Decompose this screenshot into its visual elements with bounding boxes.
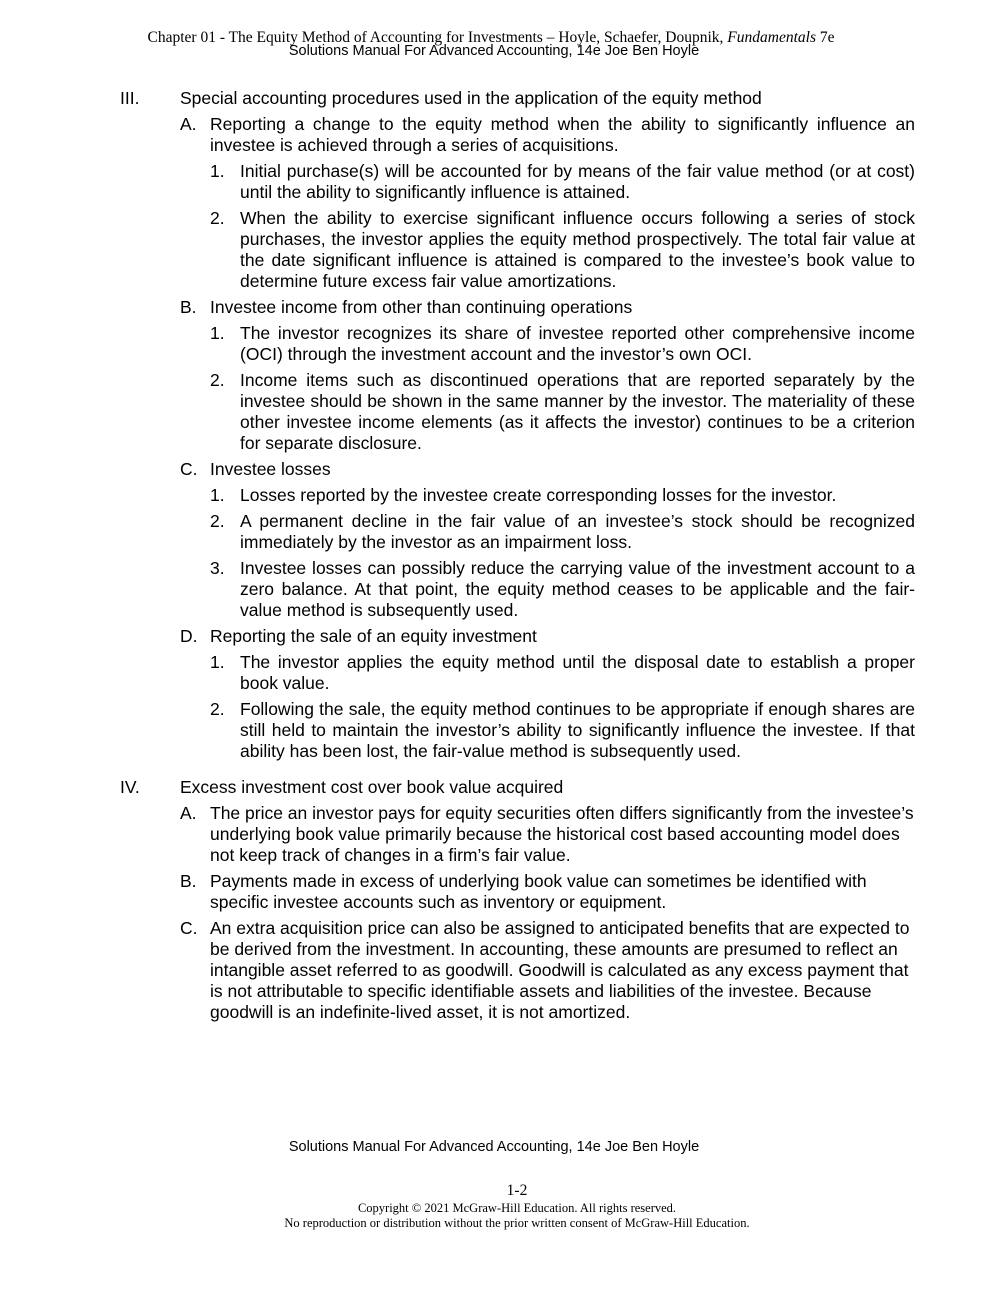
item-marker: 1. — [210, 485, 225, 505]
item-marker: 2. — [210, 699, 225, 719]
item-marker: 3. — [210, 558, 225, 578]
subsection-text: Reporting the sale of an equity investment — [210, 626, 537, 646]
list-item — [0, 652, 992, 694]
subsection-marker: C. — [180, 918, 198, 938]
list-item — [0, 511, 992, 553]
copyright-line: Copyright © 2021 McGraw-Hill Education. All rights reserved. — [357, 1201, 677, 1215]
item-text: Following the sale, the equity method continues to be appropriate if enough shares are still held to maintain the investor’s ability to significantly influence the investee. If that ability has been lost, the fair-value method is subsequently used. — [240, 699, 915, 761]
subsection-marker: A. — [180, 803, 197, 823]
subsection-text: The price an investor pays for equity securities often differs significantly from the investee’s underlying book value primarily because the historical cost based accounting model does not keep track of changes in a firm’s fair value. — [210, 803, 914, 865]
subsection-marker: C. — [180, 459, 198, 479]
subsection-marker: B. — [180, 297, 197, 317]
section-iv — [0, 777, 992, 798]
subsection-marker: B. — [180, 871, 197, 891]
section-marker: III. — [120, 88, 140, 108]
list-item — [0, 558, 992, 621]
item-text: Income items such as discontinued operations that are reported separately by the investee should be shown in the same manner by the investor. The materiality of these other investee income elements (as it affects the investor) continues to be a criterion for separate disclosure. — [240, 370, 915, 453]
subsection-text: Investee losses — [210, 459, 331, 479]
section-marker: IV. — [120, 777, 140, 797]
subsection-text: Reporting a change to the equity method when the ability to significantly influence an investee is achieved through a series of acquisitions. — [210, 114, 915, 155]
item-text: Losses reported by the investee create corresponding losses for the investor. — [240, 485, 837, 505]
item-marker: 2. — [210, 208, 225, 228]
item-marker: 1. — [210, 161, 225, 181]
chapter-title-text: Chapter 01 - The Equity Method of Accounting for Investments – Hoyle, Schaefer, Doupnik, — [147, 29, 728, 46]
item-text: Initial purchase(s) will be accounted for by means of the fair value method (or at cost) until the ability to significantly influence is attained. — [240, 161, 915, 202]
item-text: When the ability to exercise significant influence occurs following a series of stock purchases, the investor applies the equity method prospectively. The total fair value at the date significant influence is attained is compared to the investee’s book value to determine future excess fair value amortizations. — [240, 208, 915, 291]
list-item — [0, 161, 992, 203]
subsection-iii-d — [0, 626, 992, 647]
item-marker: 2. — [210, 511, 225, 531]
subsection-text: Investee income from other than continuing operations — [210, 297, 633, 317]
list-item — [0, 699, 992, 762]
chapter-edition: 7e — [815, 29, 835, 46]
distribution-notice: No reproduction or distribution without the prior written consent of McGraw-Hill Education. — [284, 1216, 750, 1230]
subsection-iv-a — [0, 803, 992, 866]
page-number: 1-2 — [506, 1182, 528, 1199]
subsection-marker: D. — [180, 626, 198, 646]
item-text: A permanent decline in the fair value of an investee’s stock should be recognized immediately by the investor as an impairment loss. — [240, 511, 915, 552]
footer-source: Solutions Manual For Advanced Accounting, 14e Joe Ben Hoyle — [288, 1139, 700, 1155]
subsection-iii-b — [0, 297, 992, 318]
section-title: Excess investment cost over book value acquired — [180, 777, 564, 797]
section-iii — [0, 88, 992, 109]
list-item — [0, 485, 992, 506]
item-text: The investor applies the equity method until the disposal date to establish a proper book value. — [240, 652, 915, 693]
subsection-iv-b — [0, 871, 992, 913]
subsection-text: An extra acquisition price can also be assigned to anticipated benefits that are expected to be derived from the investment. In accounting, these amounts are presumed to reflect an intangible asset referred to as goodwill. Goodwill is calculated as any excess payment that is not attributable to specific identifiable assets and liabilities of the investee. Because goodwill is an indefinite-lived asset, it is not amortized. — [210, 918, 910, 1022]
chapter-title-italic: Fundamentals — [727, 29, 816, 46]
item-text: The investor recognizes its share of investee reported other comprehensive income (OCI) through the investment account and the investor’s own OCI. — [240, 323, 915, 364]
source-header: Solutions Manual For Advanced Accounting, 14e Joe Ben Hoyle — [288, 43, 700, 59]
item-marker: 2. — [210, 370, 225, 390]
outline-body — [0, 88, 992, 1023]
list-item — [0, 208, 992, 292]
list-item — [0, 323, 992, 365]
subsection-iii-c — [0, 459, 992, 480]
list-item — [0, 370, 992, 454]
subsection-marker: A. — [180, 114, 197, 134]
subsection-iv-c — [0, 918, 992, 1023]
subsection-iii-a — [0, 114, 992, 156]
copyright-notice — [0, 1201, 992, 1231]
item-marker: 1. — [210, 652, 225, 672]
section-spacer — [0, 762, 992, 777]
subsection-text: Payments made in excess of underlying book value can sometimes be identified with specific investee accounts such as inventory or equipment. — [210, 871, 867, 912]
section-title: Special accounting procedures used in the application of the equity method — [180, 88, 762, 108]
item-marker: 1. — [210, 323, 225, 343]
item-text: Investee losses can possibly reduce the carrying value of the investment account to a zero balance. At that point, the equity method ceases to be applicable and the fair-value method is subsequently used. — [240, 558, 915, 620]
